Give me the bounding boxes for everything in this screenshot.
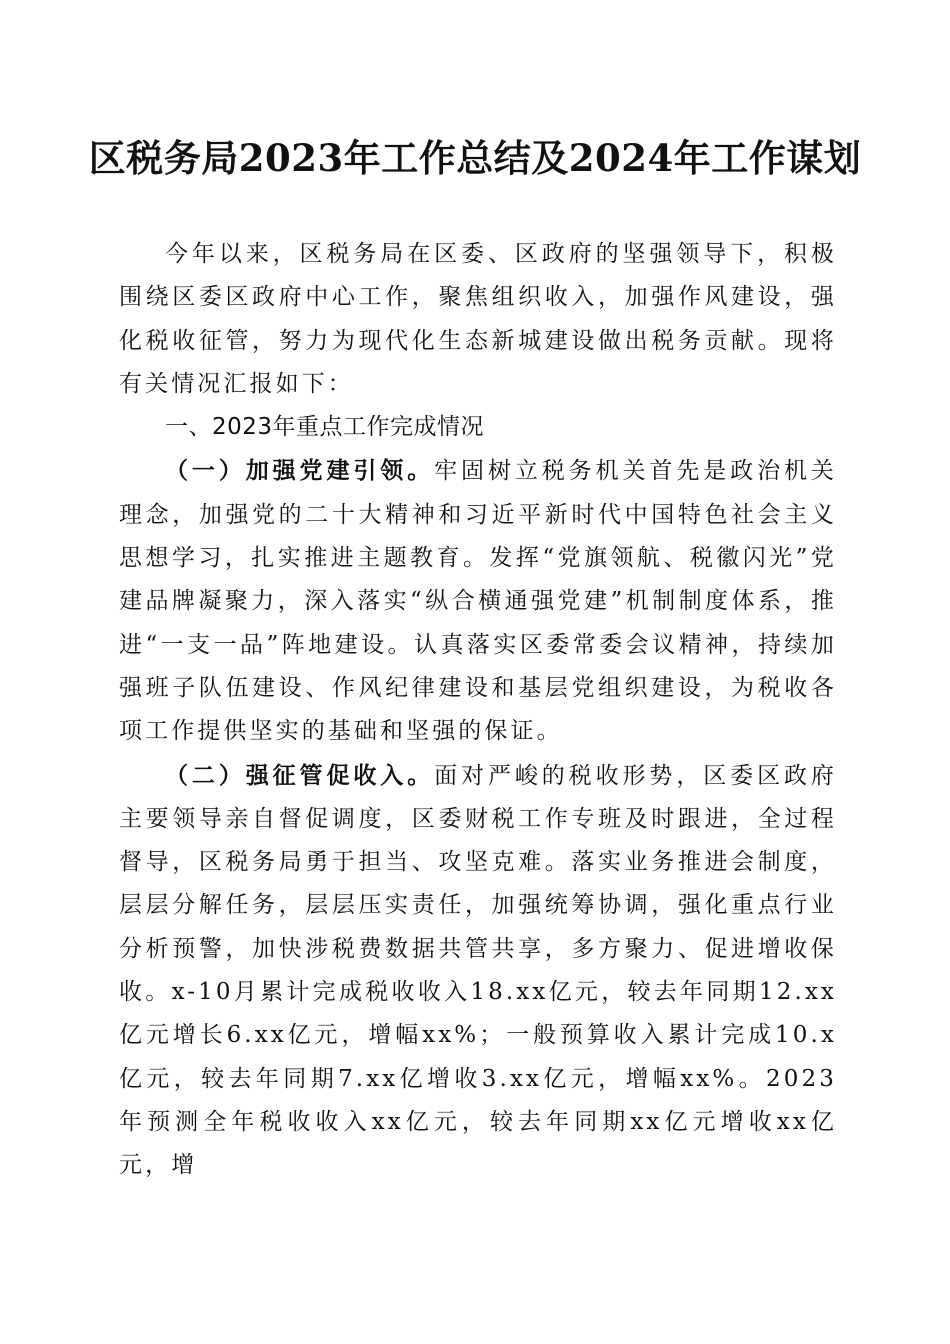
item-paragraph-2 — [119, 754, 837, 1188]
item-lead-2: （二）强征管促收入。 — [165, 761, 435, 789]
item-paragraph-1 — [119, 449, 837, 753]
item-body-1: 牢固树立税务机关首先是政治机关理念，加强党的二十大精神和习近平新时代中国特色社会主义思想学习，扎实推进主题教育。发挥“党旗领航、税徽闪光”党建品牌凝聚力，深入落实“纵合横通强党建”机制制度体系，推进“一支一品”阵地建设。认真落实区委常委会议精神，持续加强班子队伍建设、作风纪律建设和基层党组织建设，为税收各项工作提供坚实的基础和坚强的保证。 — [119, 458, 837, 745]
item-body-2: 面对严峻的税收形势，区委区政府主要领导亲自督促调度，区委财税工作专班及时跟进，全过程督导，区税务局勇于担当、攻坚克难。落实业务推进会制度，层层分解任务，层层压实责任，加强统筹协调，强化重点行业分析预警，加快涉税费数据共管共享，多方聚力、促进增收保收。x-10月累计完成税收收入18.xx亿元，较去年同期12.xx亿元增长6.xx亿元，增幅xx%；一般预算收入累计完成10.x亿元，较去年同期7.xx亿增收3.xx亿元，增幅xx%。2023年预测全年税收收入xx亿元，较去年同期xx亿元增收xx亿元，增 — [119, 762, 837, 1179]
intro-paragraph: 今年以来，区税务局在区委、区政府的坚强领导下，积极围绕区委区政府中心工作，聚焦组织收入，加强作风建设，强化税收征管，努力为现代化生态新城建设做出税务贡献。现将有关情况汇报如下： — [119, 241, 837, 397]
document-title: 区税务局2023年工作总结及2024年工作谋划 — [88, 136, 862, 180]
section-heading: 一、2023年重点工作完成情况 — [165, 414, 485, 441]
item-lead-1: （一）加强党建引领。 — [165, 457, 435, 485]
document-body — [119, 233, 837, 1188]
